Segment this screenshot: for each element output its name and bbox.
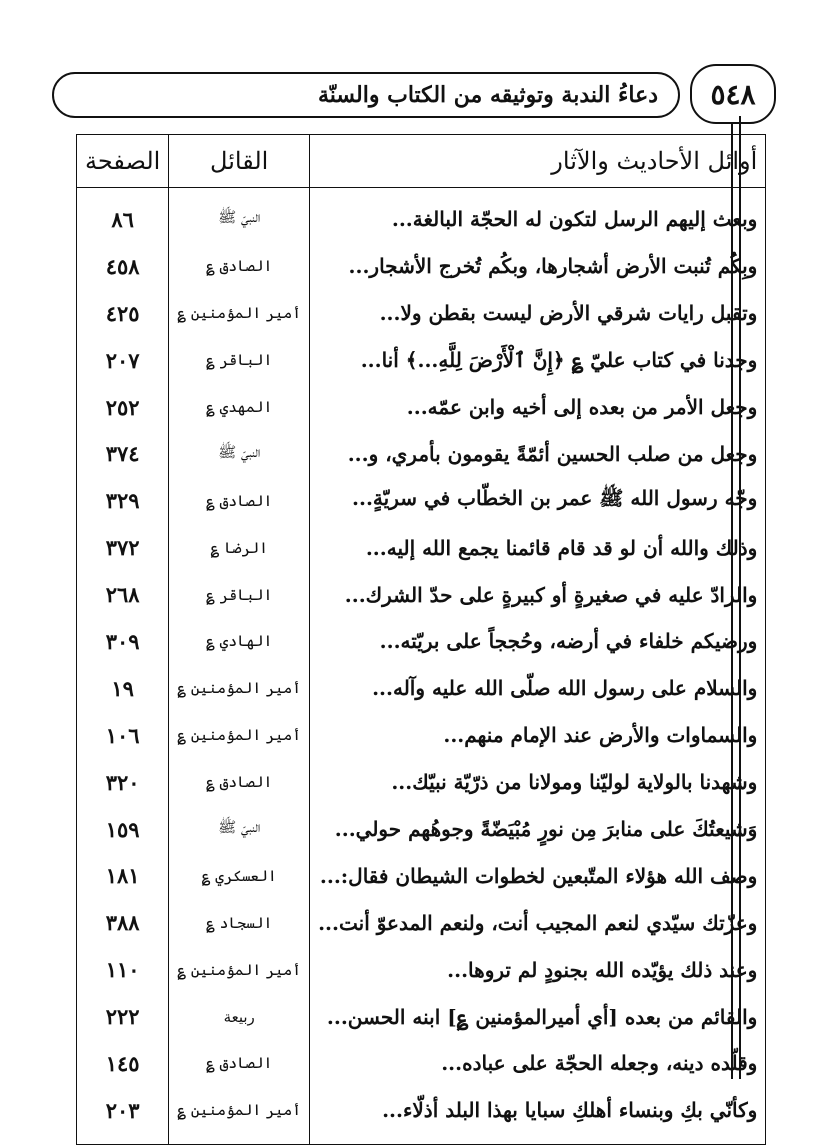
row-text: وَشيعتُكَ على منابرَ مِن نورٍ مُبْيَضّةً وجوهُهم حولي...	[310, 806, 766, 853]
table-row	[77, 430, 766, 477]
hadith-index-table	[76, 134, 766, 1145]
page-number: ٥٤٨	[690, 64, 776, 124]
row-text: وقلّده دينه، وجعله الحجّة على عباده...	[310, 1040, 766, 1087]
row-speaker: أمير المؤمنين ؏	[169, 946, 310, 993]
table-row	[77, 524, 766, 571]
row-speaker: الصادق ؏	[169, 759, 310, 806]
row-speaker: الصادق ؏	[169, 477, 310, 524]
row-speaker: الهادي ؏	[169, 618, 310, 665]
row-text: وكأنّي بكِ وبنساء أهلكِ سبايا بهذا البلد أذلّاء...	[310, 1087, 766, 1144]
table-row	[77, 852, 766, 899]
row-text: والسماوات والأرض عند الإمام منهم...	[310, 712, 766, 759]
row-text: وجعل من صلب الحسين أئمّةً يقومون بأمري، و...	[310, 430, 766, 477]
table-row	[77, 899, 766, 946]
table-row	[77, 1040, 766, 1087]
row-page: ١٤٥	[105, 1050, 140, 1076]
row-page: ٤٥٨	[105, 253, 140, 279]
row-page: ١٥٩	[105, 816, 140, 842]
running-header-title: دعاءُ الندبة وتوثيقه من الكتاب والسنّة	[317, 82, 658, 108]
row-text: والسلام على رسول الله صلّى الله عليه وآله...	[310, 665, 766, 712]
row-speaker: الرضا ؏	[169, 524, 310, 571]
row-speaker: الباقر ؏	[169, 571, 310, 618]
row-page: ٣٨٨	[105, 910, 140, 936]
row-speaker: الباقر ؏	[169, 337, 310, 384]
row-page: ٢٢٢	[105, 1004, 140, 1030]
row-page: ١٠٦	[105, 722, 140, 748]
table-row	[77, 946, 766, 993]
row-speaker: النبيّ ﷺ	[169, 188, 310, 243]
row-text: وجعل الأمر من بعده إلى أخيه وابن عمّه...	[310, 384, 766, 431]
row-page: ٣٧٢	[105, 535, 140, 561]
row-text: وعزّتك سيّدي لنعم المجيب أنت، ولنعم المدعوّ أنت...	[310, 899, 766, 946]
row-page: ٤٢٥	[105, 300, 140, 326]
table-row	[77, 384, 766, 431]
table-row	[77, 337, 766, 384]
row-speaker: المهدي ؏	[169, 384, 310, 431]
table-header-row	[77, 135, 766, 188]
table-row	[77, 290, 766, 337]
row-page: ٣٧٤	[105, 441, 140, 467]
row-text: والرادّ عليه في صغيرةٍ أو كبيرةٍ على حدّ الشرك...	[310, 571, 766, 618]
row-speaker: السجاد ؏	[169, 899, 310, 946]
row-speaker: أمير المؤمنين ؏	[169, 1087, 310, 1144]
row-text: وعند ذلك يؤيّده الله بجنودٍ لم تروها...	[310, 946, 766, 993]
row-text: وصف الله هؤلاء المتّبعين لخطوات الشيطان فقال:...	[310, 852, 766, 899]
row-text: والقائم من بعده [أي أميرالمؤمنين ؏] ابنه الحسن...	[310, 993, 766, 1040]
row-speaker: الصادق ؏	[169, 243, 310, 290]
row-text: وبعث إليهم الرسل لتكون له الحجّة البالغة...	[310, 188, 766, 243]
row-speaker: العسكري ؏	[169, 852, 310, 899]
row-page: ١١٠	[105, 957, 140, 983]
row-text: وتقبل رايات شرقي الأرض ليست بقطن ولا...	[310, 290, 766, 337]
row-page: ٣٠٩	[105, 628, 140, 654]
table-row	[77, 1087, 766, 1144]
row-page: ٢٦٨	[105, 582, 140, 608]
row-speaker: أمير المؤمنين ؏	[169, 290, 310, 337]
row-page: ٣٢٠	[105, 769, 140, 795]
row-page: ٣٢٩	[105, 488, 140, 514]
row-page: ٢٥٢	[105, 394, 140, 420]
table-row	[77, 477, 766, 524]
row-speaker: الصادق ؏	[169, 1040, 310, 1087]
row-page: ٢٠٧	[105, 347, 140, 373]
column-header-speaker: القائل	[169, 135, 310, 188]
column-header-text: أوائل الأحاديث والآثار	[310, 135, 766, 188]
row-text: وجدنا في كتاب عليّ ؏ ﴿إِنَّ ٱلْأَرْضَ لِلَّهِ...﴾ أنا...	[310, 337, 766, 384]
table-row	[77, 243, 766, 290]
row-page: ٨٦	[111, 206, 134, 232]
table-row	[77, 571, 766, 618]
table-row	[77, 712, 766, 759]
row-speaker: النبيّ ﷺ	[169, 806, 310, 853]
table-row	[77, 993, 766, 1040]
row-page: ١٩	[111, 675, 134, 701]
row-text: وذلك والله أن لو قد قام قائمنا يجمع الله إليه...	[310, 524, 766, 571]
row-text: وشهدنا بالولاية لوليّنا ومولانا من ذرّيّة نبيّك...	[310, 759, 766, 806]
row-page: ١٨١	[105, 863, 140, 889]
row-text: ورضيكم خلفاء في أرضه، وحُججاً على بريّته...	[310, 618, 766, 665]
table-row	[77, 618, 766, 665]
row-speaker: أمير المؤمنين ؏	[169, 665, 310, 712]
table-row	[77, 806, 766, 853]
table-row	[77, 759, 766, 806]
running-header	[52, 72, 680, 118]
row-text: وبِكُم تُنبت الأرض أشجارها، وبكُم تُخرج الأشجار...	[310, 243, 766, 290]
table-row	[77, 665, 766, 712]
table-row	[77, 188, 766, 243]
row-text: وجّه رسول الله ﷺ عمر بن الخطّاب في سريّةٍ...	[310, 477, 766, 524]
column-header-page: الصفحة	[77, 135, 169, 188]
row-speaker: أمير المؤمنين ؏	[169, 712, 310, 759]
row-page: ٢٠٣	[105, 1097, 140, 1123]
row-speaker: ربيعة	[169, 993, 310, 1040]
row-speaker: النبيّ ﷺ	[169, 430, 310, 477]
